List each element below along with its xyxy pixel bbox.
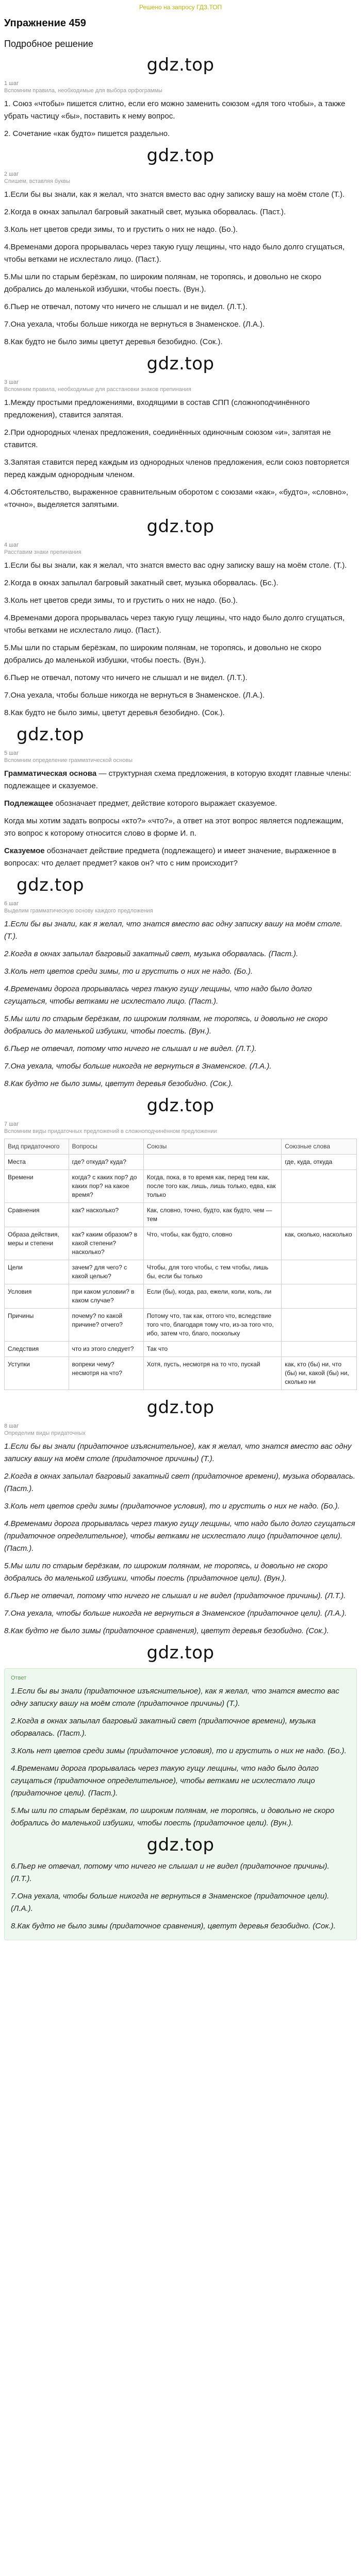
- answer-item: 6.Пьер не отвечал, потому что ничего не слышал и не видел (придаточное причины). (Л.Т.).: [11, 1862, 330, 1883]
- watermark: gdz.top: [146, 145, 215, 166]
- table-cell: Образа действия, меры и степени: [5, 1227, 69, 1260]
- step-7-hint: Вспомним виды придаточных предложений в сложноподчинённом предложении: [4, 1128, 217, 1134]
- step-3-rule: 3.Запятая ставится перед каждым из однородных членов предложения, если союз повторяется перед каждым однородным членом.: [4, 458, 350, 479]
- step-8-item: 6.Пьер не отвечал, потому что ничего не слышал и не видел (придаточное причины). (Л.Т.).: [4, 1591, 346, 1600]
- table-cell: [282, 1170, 357, 1203]
- table-row: [5, 1309, 357, 1342]
- answer-item: 4.Временами дорога прорывалась через такую гущу лещины, что надо было долго сгущаться (придаточное определительное), чтобы ветками не исхлестало лицо (придаточное цели). (Паст.).: [11, 1764, 319, 1798]
- table-cell: [282, 1284, 357, 1309]
- answer-item: 2.Когда в окнах запылал багровый закатный свет (придаточное времени), музыка оборвалась. (Паст.).: [11, 1717, 316, 1738]
- table-cell: Так что: [143, 1342, 281, 1357]
- step-6-hint: Выделим грамматическую основу каждого предложения: [4, 908, 153, 914]
- step-6-item: 1.Если бы вы знали, как я желал, что знатся вместо вас одну записку вашу на моём столе. (Т.).: [4, 920, 342, 941]
- step-4-item: 7.Она уехала, чтобы больше никогда не вернуться в Знаменское. (Л.А.).: [4, 691, 265, 700]
- table-cell: Времени: [5, 1170, 69, 1203]
- step-8-label: 8 шаг: [4, 1423, 19, 1429]
- table-cell: Следствия: [5, 1342, 69, 1357]
- table-cell: что из этого следует?: [69, 1342, 143, 1357]
- step-3-rule: 4.Обстоятельство, выраженное сравнительным оборотом с союзами «как», «будто», «словно», «точно», выделяется запятыми.: [4, 488, 349, 509]
- table-cell: Чтобы, для того чтобы, с тем чтобы, лишь бы, если бы только: [143, 1260, 281, 1284]
- step-8-item: 4.Временами дорога прорывалась через такую гущу лещины, что надо было долго сгущаться (придаточное определительное), чтобы ветками не исхлестало лицо (придаточное цели). (Паст.).: [4, 1519, 355, 1553]
- step-5-definition: Когда мы хотим задать вопросы «кто?» «что?», а ответ на этот вопрос является подлежащим, это вопрос к которому относится слово в форме И. п.: [4, 817, 343, 838]
- term: Подлежащее: [4, 799, 54, 808]
- table-row: [5, 1155, 357, 1170]
- step-8-hint: Определим виды придаточных: [4, 1430, 86, 1436]
- step-8-item: 7.Она уехала, чтобы больше никогда не вернуться в Знаменское (придаточное цели). (Л.А.).: [4, 1609, 347, 1618]
- table-cell: Хотя, пусть, несмотря на то что, пускай: [143, 1357, 281, 1390]
- step-5-definition: [4, 798, 357, 810]
- table-cell: [282, 1203, 357, 1227]
- top-banner-link[interactable]: Решено на запросу ГДЗ.ТОП: [139, 4, 222, 11]
- step-4-item: 1.Если бы вы знали, как я желал, что знатся вместо вас одну записку вашу на моём столе. (Т.).: [4, 561, 347, 570]
- table-cell: [282, 1342, 357, 1357]
- answer-item: 3.Коль нет цветов среди зимы (придаточное условия), то и грустить о них не надо. (Бо.).: [11, 1747, 347, 1755]
- step-6-item: 7.Она уехала, чтобы больше никогда не вернуться в Знаменское. (Л.А.).: [4, 1062, 272, 1071]
- definition-text: обозначает предмет, действие которого выражает сказуемое.: [53, 799, 277, 808]
- step-4-item: 8.Как будто не было зимы, цветут деревья безобидно. (Сок.).: [4, 708, 225, 717]
- table-cell: [143, 1155, 281, 1170]
- table-cell: как? каким образом? в какой степени? насколько?: [69, 1227, 143, 1260]
- answer-label: Ответ: [11, 1675, 27, 1681]
- table-cell: Когда, пока, в то время как, перед тем как, после того как, лишь, лишь только, едва, как только: [143, 1170, 281, 1203]
- table-cell: Сравнения: [5, 1203, 69, 1227]
- step-2-item: 2.Когда в окнах запылал багровый закатный свет, музыка оборвалась. (Паст.).: [4, 208, 286, 216]
- step-5-definition: [4, 845, 357, 870]
- step-8-item: 1.Если бы вы знали (придаточное изъяснительное), как я желал, что знатся вместо вас одну записку вашу на моём столе (придаточное причины) (Т.).: [4, 1442, 352, 1463]
- table-cell: Потому что, так как, оттого что, вследствие того что, благодаря тому что, из-за того что, ибо, затем что, благо, поскольку: [143, 1309, 281, 1342]
- step-6-item: 2.Когда в окнах запылал багровый закатный свет, музыка оборвалась. (Паст.).: [4, 950, 299, 958]
- watermark: gdz.top: [146, 353, 215, 374]
- watermark: gdz.top: [146, 1397, 215, 1418]
- step-1-hint: Вспомним правила, необходимые для выбора орфограммы: [4, 88, 162, 94]
- step-5-label: 5 шаг: [4, 750, 19, 756]
- clause-types-table: [4, 1139, 357, 1390]
- step-8-item: 3.Коль нет цветов среди зимы (придаточное условия), то и грустить о них не надо. (Бо.).: [4, 1502, 340, 1511]
- step-2-item: 6.Пьер не отвечал, потому что ничего не слышал и не видел. (Л.Т.).: [4, 302, 248, 311]
- table-cell: [282, 1260, 357, 1284]
- table-cell: вопреки чему? несмотря на что?: [69, 1357, 143, 1390]
- step-6-item: 8.Как будто не было зимы, цветут деревья безобидно. (Сок.).: [4, 1079, 233, 1088]
- table-cell: Как, словно, точно, будто, как будто, чем — тем: [143, 1203, 281, 1227]
- content: [0, 18, 361, 1940]
- step-5-definition: [4, 768, 357, 792]
- step-3-rule: 1.Между простыми предложениями, входящими в состав СПП (сложноподчинённого предложения), ставится запятая.: [4, 398, 310, 419]
- step-4-item: 3.Коль нет цветов среди зимы, то и грустить о них не надо. (Бо.).: [4, 596, 238, 605]
- table-row: [5, 1227, 357, 1260]
- table-row: [5, 1342, 357, 1357]
- table-header-row: [5, 1139, 357, 1155]
- answer-item: 7.Она уехала, чтобы больше никогда не вернуться в Знаменское (придаточное цели). (Л.А.).: [11, 1892, 330, 1913]
- table-cell: Уступки: [5, 1357, 69, 1390]
- answer-item: 5.Мы шли по старым берёзкам, по широким полянам, не торопясь, и довольно не скоро добрались до маленькой избушки, чтобы поесть (придаточное цели). (Вун.).: [11, 1806, 335, 1827]
- top-banner: [0, 0, 361, 14]
- step-6-label: 6 шаг: [4, 901, 19, 907]
- definition-text: обозначает действие предмета (подлежащего) и имеет значение, выраженное в вопросах: что делает предмет? каков он? что с ним происходит?: [4, 846, 337, 868]
- step-3-hint: Вспомним правила, необходимые для расстановки знаков препинания: [4, 386, 191, 393]
- step-4-item: 4.Временами дорога прорывалась через такую гущу лещины, что надо было долго сгущаться, чтобы ветками не исхлестало лицо. (Паст.).: [4, 614, 345, 635]
- term: Грамматическая основа: [4, 769, 97, 778]
- table-header: Союзы: [143, 1139, 281, 1155]
- page-title: Упражнение 459: [4, 18, 86, 29]
- step-6-item: 5.Мы шли по старым берёзкам, по широким полянам, не торопясь, и довольно не скоро добрались до маленькой избушки, чтобы поесть. (Вун.).: [4, 1014, 328, 1036]
- table-cell: как, сколько, насколько: [282, 1227, 357, 1260]
- step-4-item: 6.Пьер не отвечал, потому что ничего не слышал и не видел. (Л.Т.).: [4, 673, 248, 682]
- watermark: gdz.top: [146, 55, 215, 75]
- table-cell: как? насколько?: [69, 1203, 143, 1227]
- step-4-item: 5.Мы шли по старым берёзкам, по широким полянам, не торопясь, и довольно не скоро добрались до маленькой избушки, чтобы поесть. (Вун.).: [4, 643, 321, 665]
- term: Сказуемое: [4, 846, 45, 855]
- step-4-label: 4 шаг: [4, 542, 19, 548]
- answer-box: [4, 1668, 357, 1940]
- table-cell: [282, 1309, 357, 1342]
- step-1-label: 1 шаг: [4, 80, 19, 87]
- step-8-item: 8.Как будто не было зимы (придаточное сравнения), цветут деревья безобидно. (Сок.).: [4, 1626, 329, 1635]
- table-header: Вопросы: [69, 1139, 143, 1155]
- step-5-hint: Вспомним определение грамматической основы: [4, 757, 133, 764]
- step-1-rule-1: 1. Союз «чтобы» пишется слитно, если его можно заменить союзом «для того чтобы», а также убрать частицу «бы», поставить к нему вопрос.: [4, 99, 346, 121]
- step-2-item: 4.Временами дорога прорывалась через такую гущу лещины, что надо было долго сгущаться, чтобы ветками не исхлестало лицо. (Паст.).: [4, 243, 345, 264]
- step-2-hint: Спишем, вставляя буквы: [4, 178, 71, 184]
- table-cell: Что, чтобы, как будто, словно: [143, 1227, 281, 1260]
- solution-title: Подробное решение: [4, 39, 93, 49]
- table-row: [5, 1357, 357, 1390]
- table-header: Союзные слова: [282, 1139, 357, 1155]
- step-2-item: 1.Если бы вы знали, как я желал, что знатся вместо вас одну записку вашу на моём столе (Т.).: [4, 190, 345, 199]
- table-cell: где, куда, откуда: [282, 1155, 357, 1170]
- table-cell: почему? по какой причине? отчего?: [69, 1309, 143, 1342]
- table-cell: где? откуда? куда?: [69, 1155, 143, 1170]
- table-cell: Причины: [5, 1309, 69, 1342]
- watermark: gdz.top: [146, 516, 215, 537]
- step-2-item: 8.Как будто не было зимы цветут деревья безобидно. (Сок.).: [4, 337, 223, 346]
- table-cell: Цели: [5, 1260, 69, 1284]
- watermark: gdz.top: [17, 875, 85, 895]
- step-2-label: 2 шаг: [4, 171, 19, 177]
- step-7-label: 7 шаг: [4, 1121, 19, 1127]
- step-3-label: 3 шаг: [4, 379, 19, 385]
- watermark: gdz.top: [17, 724, 85, 745]
- step-6-item: 4.Временами дорога прорывалась через такую гущу лещины, что надо было долго сгущаться, чтобы ветками не исхлестало лицо. (Паст.).: [4, 985, 312, 1006]
- table-cell: при каком условии? в каком случае?: [69, 1284, 143, 1309]
- answer-item: 8.Как будто не было зимы (придаточное сравнения), цветут деревья безобидно. (Сок.).: [11, 1922, 336, 1930]
- step-8-item: 5.Мы шли по старым берёзкам, по широким полянам, не торопясь, и довольно не скоро добрались до маленькой избушки, чтобы поесть (придаточное цели). (Вун.).: [4, 1562, 328, 1583]
- table-row: [5, 1170, 357, 1203]
- answer-item: 1.Если бы вы знали (придаточное изъяснительное), как я желал, что знатся вместо вас одну записку вашу на моём столе (придаточное причины) (Т.).: [11, 1687, 339, 1708]
- definition-text: — структурная схема предложения, в которую входят главные члены: подлежащее и сказуемое.: [4, 769, 351, 790]
- table-row: [5, 1284, 357, 1309]
- table-cell: как, кто (бы) ни, что (бы) ни, какой (бы) ни, сколько ни: [282, 1357, 357, 1390]
- step-2-item: 5.Мы шли по старым берёзкам, по широким полянам, не торопясь, и довольно не скоро добрались до маленькой избушки, чтобы поесть. (Вун.).: [4, 273, 321, 294]
- watermark: gdz.top: [146, 1095, 215, 1116]
- step-6-item: 3.Коль нет цветов среди зимы, то и грустить о них не надо. (Бо.).: [4, 967, 253, 976]
- step-3-rule: 2.При однородных членах предложения, соединённых одиночным союзом «и», запятая не ставится.: [4, 428, 331, 449]
- step-8-item: 2.Когда в окнах запылал багровый закатный свет (придаточное времени), музыка оборвалась. (Паст.).: [4, 1472, 355, 1493]
- table-cell: когда? с каких пор? до каких пор? на какое время?: [69, 1170, 143, 1203]
- table-row: [5, 1203, 357, 1227]
- step-6-item: 6.Пьер не отвечал, потому что ничего не слышал и не видел. (Л.Т.).: [4, 1044, 257, 1053]
- step-1-rule-2: 2. Сочетание «как будто» пишется раздельно.: [4, 129, 170, 138]
- step-2-item: 3.Коль нет цветов среди зимы, то и грустить о них не надо. (Бо.).: [4, 225, 238, 234]
- table-cell: Если (бы), когда, раз, ежели, коли, коль, ли: [143, 1284, 281, 1309]
- table-cell: Места: [5, 1155, 69, 1170]
- table-header: Вид придаточного: [5, 1139, 69, 1155]
- table-row: [5, 1260, 357, 1284]
- step-4-item: 2.Когда в окнах запылал багровый закатный свет, музыка оборвалась. (Бс.).: [4, 579, 278, 587]
- table-cell: зачем? для чего? с какой целью?: [69, 1260, 143, 1284]
- watermark: gdz.top: [146, 1835, 215, 1855]
- table-cell: Условия: [5, 1284, 69, 1309]
- watermark: gdz.top: [146, 1642, 215, 1663]
- step-4-hint: Расставим знаки препинания: [4, 549, 81, 555]
- step-2-item: 7.Она уехала, чтобы больше никогда не вернуться в Знаменское. (Л.А.).: [4, 320, 265, 329]
